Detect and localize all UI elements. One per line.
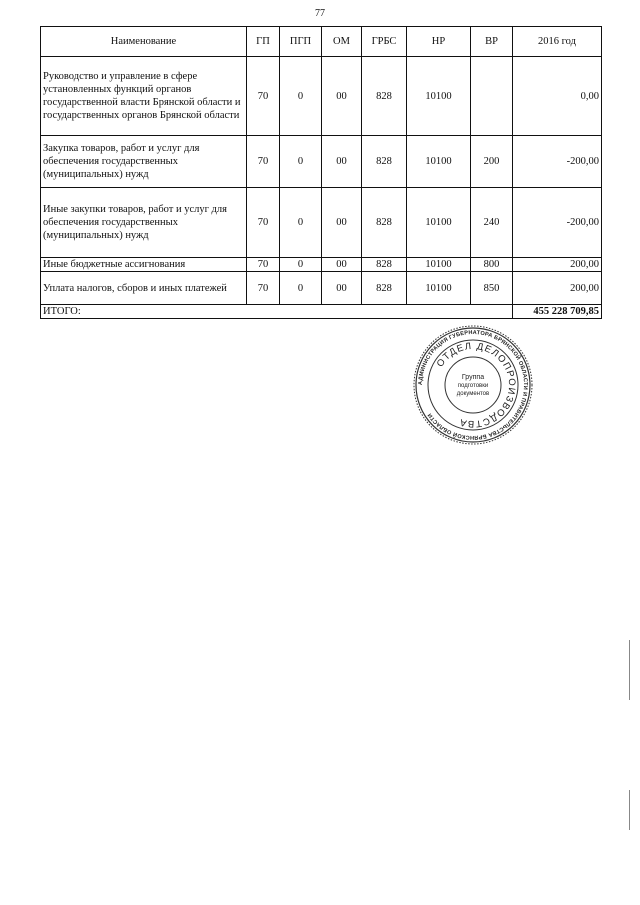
row-vr: 200	[471, 136, 513, 188]
row-pgp: 0	[280, 57, 322, 136]
col-header-grbs: ГРБС	[362, 27, 407, 57]
page-number: 77	[315, 8, 325, 19]
table-row	[41, 136, 602, 188]
row-om: 00	[322, 258, 362, 272]
col-header-year: 2016 год	[513, 27, 602, 57]
row-name: Руководство и управление в сфере установленных функций органов государственной власти Брянской области и государственных органов Брянской области	[41, 57, 247, 136]
row-gp: 70	[247, 136, 280, 188]
table-row	[41, 272, 602, 305]
stamp-graphic	[412, 324, 534, 446]
col-header-pgp: ПГП	[280, 27, 322, 57]
scan-edge-mark	[629, 790, 630, 830]
row-name: Иные бюджетные ассигнования	[41, 258, 247, 272]
row-gp: 70	[247, 272, 280, 305]
row-grbs: 828	[362, 57, 407, 136]
col-header-nr: НР	[407, 27, 471, 57]
row-pgp: 0	[280, 272, 322, 305]
row-pgp: 0	[280, 136, 322, 188]
total-label: ИТОГО:	[41, 305, 513, 319]
col-header-name: Наименование	[41, 27, 247, 57]
col-header-vr: ВР	[471, 27, 513, 57]
row-amount: 200,00	[513, 272, 602, 305]
table-row	[41, 258, 602, 272]
row-om: 00	[322, 57, 362, 136]
total-row	[41, 305, 602, 319]
row-om: 00	[322, 272, 362, 305]
total-amount: 455 228 709,85	[513, 305, 602, 319]
row-grbs: 828	[362, 136, 407, 188]
row-vr: 800	[471, 258, 513, 272]
scan-edge-mark	[629, 640, 630, 700]
budget-table	[40, 26, 602, 319]
row-vr	[471, 57, 513, 136]
row-nr: 10100	[407, 272, 471, 305]
row-nr: 10100	[407, 136, 471, 188]
table-row	[41, 57, 602, 136]
row-amount: 200,00	[513, 258, 602, 272]
row-grbs: 828	[362, 272, 407, 305]
row-vr: 850	[471, 272, 513, 305]
col-header-om: ОМ	[322, 27, 362, 57]
row-nr: 10100	[407, 258, 471, 272]
row-vr: 240	[471, 188, 513, 258]
row-nr: 10100	[407, 188, 471, 258]
row-amount: 0,00	[513, 57, 602, 136]
row-grbs: 828	[362, 258, 407, 272]
row-nr: 10100	[407, 57, 471, 136]
row-name: Иные закупки товаров, работ и услуг для обеспечения государственных (муниципальных) нужд	[41, 188, 247, 258]
row-name: Закупка товаров, работ и услуг для обеспечения государственных (муниципальных) нужд	[41, 136, 247, 188]
row-grbs: 828	[362, 188, 407, 258]
row-pgp: 0	[280, 258, 322, 272]
stamp-outer-text: АДМИНИСТРАЦИЯ ГУБЕРНАТОРА БРЯНСКОЙ ОБЛАСТИ И ПРАВИТЕЛЬСТВА БРЯНСКОЙ ОБЛАСТИ	[417, 329, 529, 441]
row-pgp: 0	[280, 188, 322, 258]
row-amount: -200,00	[513, 136, 602, 188]
row-om: 00	[322, 188, 362, 258]
row-gp: 70	[247, 57, 280, 136]
row-om: 00	[322, 136, 362, 188]
col-header-gp: ГП	[247, 27, 280, 57]
stamp-center-line-1: Группа	[461, 374, 485, 381]
row-gp: 70	[247, 188, 280, 258]
stamp-center-line-2: подготовки	[457, 383, 489, 389]
stamp-center-line-3: документов	[456, 391, 490, 397]
table-row	[41, 188, 602, 258]
row-name: Уплата налогов, сборов и иных платежей	[41, 272, 247, 305]
row-amount: -200,00	[513, 188, 602, 258]
header-row	[41, 27, 602, 57]
row-gp: 70	[247, 258, 280, 272]
official-stamp	[412, 324, 534, 446]
stamp-middle-text: ОТДЕЛ ДЕЛОПРОИЗВОДСТВА	[434, 340, 518, 430]
